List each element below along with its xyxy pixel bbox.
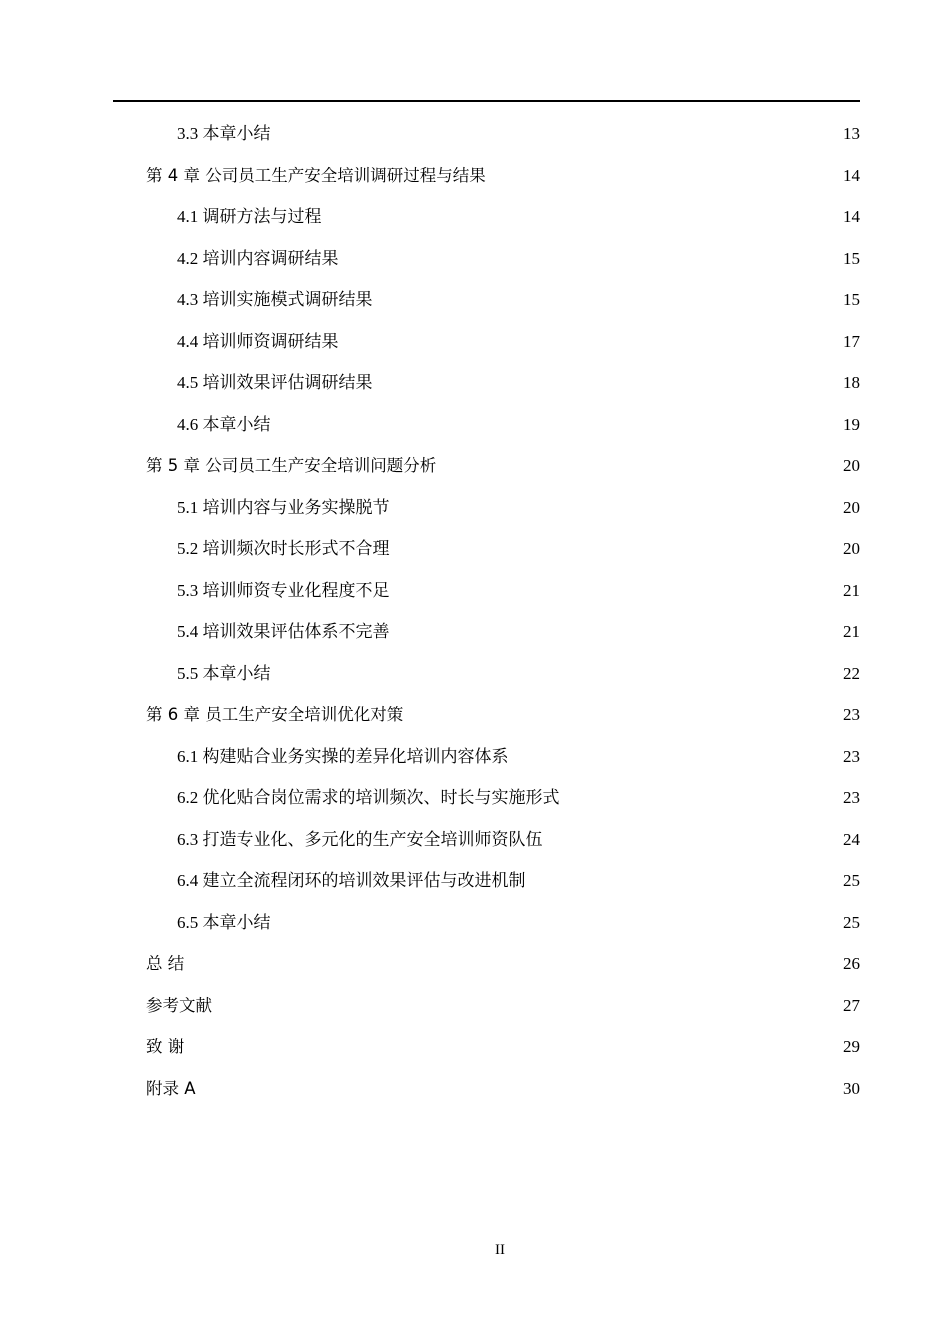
toc-chapter-entry[interactable] [146, 1068, 860, 1110]
toc-page-number: 29 [843, 1037, 860, 1056]
toc-entry-title: 参考文献 [146, 995, 212, 1015]
toc-page-number: 27 [843, 995, 860, 1015]
toc-entry-title: 5.1 培训内容与业务实操脱节 [177, 497, 390, 517]
toc-page-number: 23 [843, 746, 860, 766]
table-of-contents [146, 113, 860, 1109]
toc-section-entry[interactable] [146, 487, 860, 529]
toc-page-number: 20 [843, 539, 860, 558]
toc-entry-title: 6.3 打造专业化、多元化的生产安全培训师资队伍 [177, 829, 543, 849]
toc-entry-title: 5.2 培训频次时长形式不合理 [177, 539, 390, 558]
toc-entry-title: 附录 A [146, 1078, 196, 1098]
toc-chapter-entry[interactable] [146, 943, 860, 985]
toc-entry-title: 总 结 [146, 954, 185, 973]
toc-entry-title: 4.2 培训内容调研结果 [177, 248, 339, 268]
toc-page-number: 22 [843, 663, 860, 683]
toc-entry-title: 6.4 建立全流程闭环的培训效果评估与改进机制 [177, 871, 526, 890]
toc-section-entry[interactable] [146, 777, 860, 819]
toc-entry-title: 4.4 培训师资调研结果 [177, 331, 339, 351]
toc-page-number: 30 [843, 1078, 860, 1098]
toc-page-number: 14 [843, 207, 860, 226]
toc-entry-title: 4.5 培训效果评估调研结果 [177, 373, 373, 392]
toc-page-number: 25 [843, 871, 860, 890]
toc-page-number: 19 [843, 414, 860, 434]
toc-section-entry[interactable] [146, 321, 860, 363]
toc-chapter-entry[interactable] [146, 694, 860, 736]
toc-page-number: 20 [843, 456, 860, 475]
toc-page-number: 18 [843, 373, 860, 392]
toc-entry-title: 第 4 章 公司员工生产安全培训调研过程与结果 [146, 165, 486, 185]
toc-page-number: 14 [843, 165, 860, 185]
toc-chapter-entry[interactable] [146, 1026, 860, 1068]
toc-entry-title: 6.2 优化贴合岗位需求的培训频次、时长与实施形式 [177, 788, 560, 807]
toc-chapter-entry[interactable] [146, 445, 860, 487]
toc-page-number: 17 [843, 331, 860, 351]
toc-section-entry[interactable] [146, 570, 860, 612]
toc-page-number: 24 [843, 829, 860, 849]
toc-section-entry[interactable] [146, 902, 860, 944]
toc-page-number: 21 [843, 580, 860, 600]
toc-entry-title: 5.3 培训师资专业化程度不足 [177, 580, 390, 600]
toc-page-number: 15 [843, 248, 860, 268]
toc-entry-title: 6.1 构建贴合业务实操的差异化培训内容体系 [177, 746, 509, 766]
toc-entry-title: 4.3 培训实施模式调研结果 [177, 290, 373, 309]
toc-page-number: 15 [843, 290, 860, 309]
toc-section-entry[interactable] [146, 113, 860, 155]
page-footer-number: II [495, 1242, 505, 1258]
header-rule [113, 100, 860, 102]
toc-entry-title: 第 5 章 公司员工生产安全培训问题分析 [146, 456, 437, 475]
toc-section-entry[interactable] [146, 653, 860, 695]
toc-page-number: 23 [843, 788, 860, 807]
toc-section-entry[interactable] [146, 238, 860, 280]
toc-entry-title: 5.5 本章小结 [177, 663, 271, 683]
toc-section-entry[interactable] [146, 611, 860, 653]
toc-page-number: 23 [843, 705, 860, 724]
toc-section-entry[interactable] [146, 279, 860, 321]
toc-page-number: 25 [843, 912, 860, 932]
toc-page-number: 26 [843, 954, 860, 973]
toc-chapter-entry[interactable] [146, 985, 860, 1027]
toc-entry-title: 5.4 培训效果评估体系不完善 [177, 622, 390, 641]
toc-page-number: 21 [843, 622, 860, 641]
toc-section-entry[interactable] [146, 736, 860, 778]
toc-section-entry[interactable] [146, 404, 860, 446]
toc-chapter-entry[interactable] [146, 155, 860, 197]
toc-section-entry[interactable] [146, 528, 860, 570]
toc-page-number: 20 [843, 497, 860, 517]
toc-entry-title: 致 谢 [146, 1037, 185, 1056]
toc-entry-title: 6.5 本章小结 [177, 912, 271, 932]
toc-entry-title: 第 6 章 员工生产安全培训优化对策 [146, 705, 404, 724]
toc-section-entry[interactable] [146, 819, 860, 861]
toc-section-entry[interactable] [146, 362, 860, 404]
toc-entry-title: 3.3 本章小结 [177, 124, 271, 143]
toc-entry-title: 4.1 调研方法与过程 [177, 207, 322, 226]
toc-section-entry[interactable] [146, 196, 860, 238]
toc-entry-title: 4.6 本章小结 [177, 414, 271, 434]
toc-section-entry[interactable] [146, 860, 860, 902]
toc-page-number: 13 [843, 124, 860, 143]
